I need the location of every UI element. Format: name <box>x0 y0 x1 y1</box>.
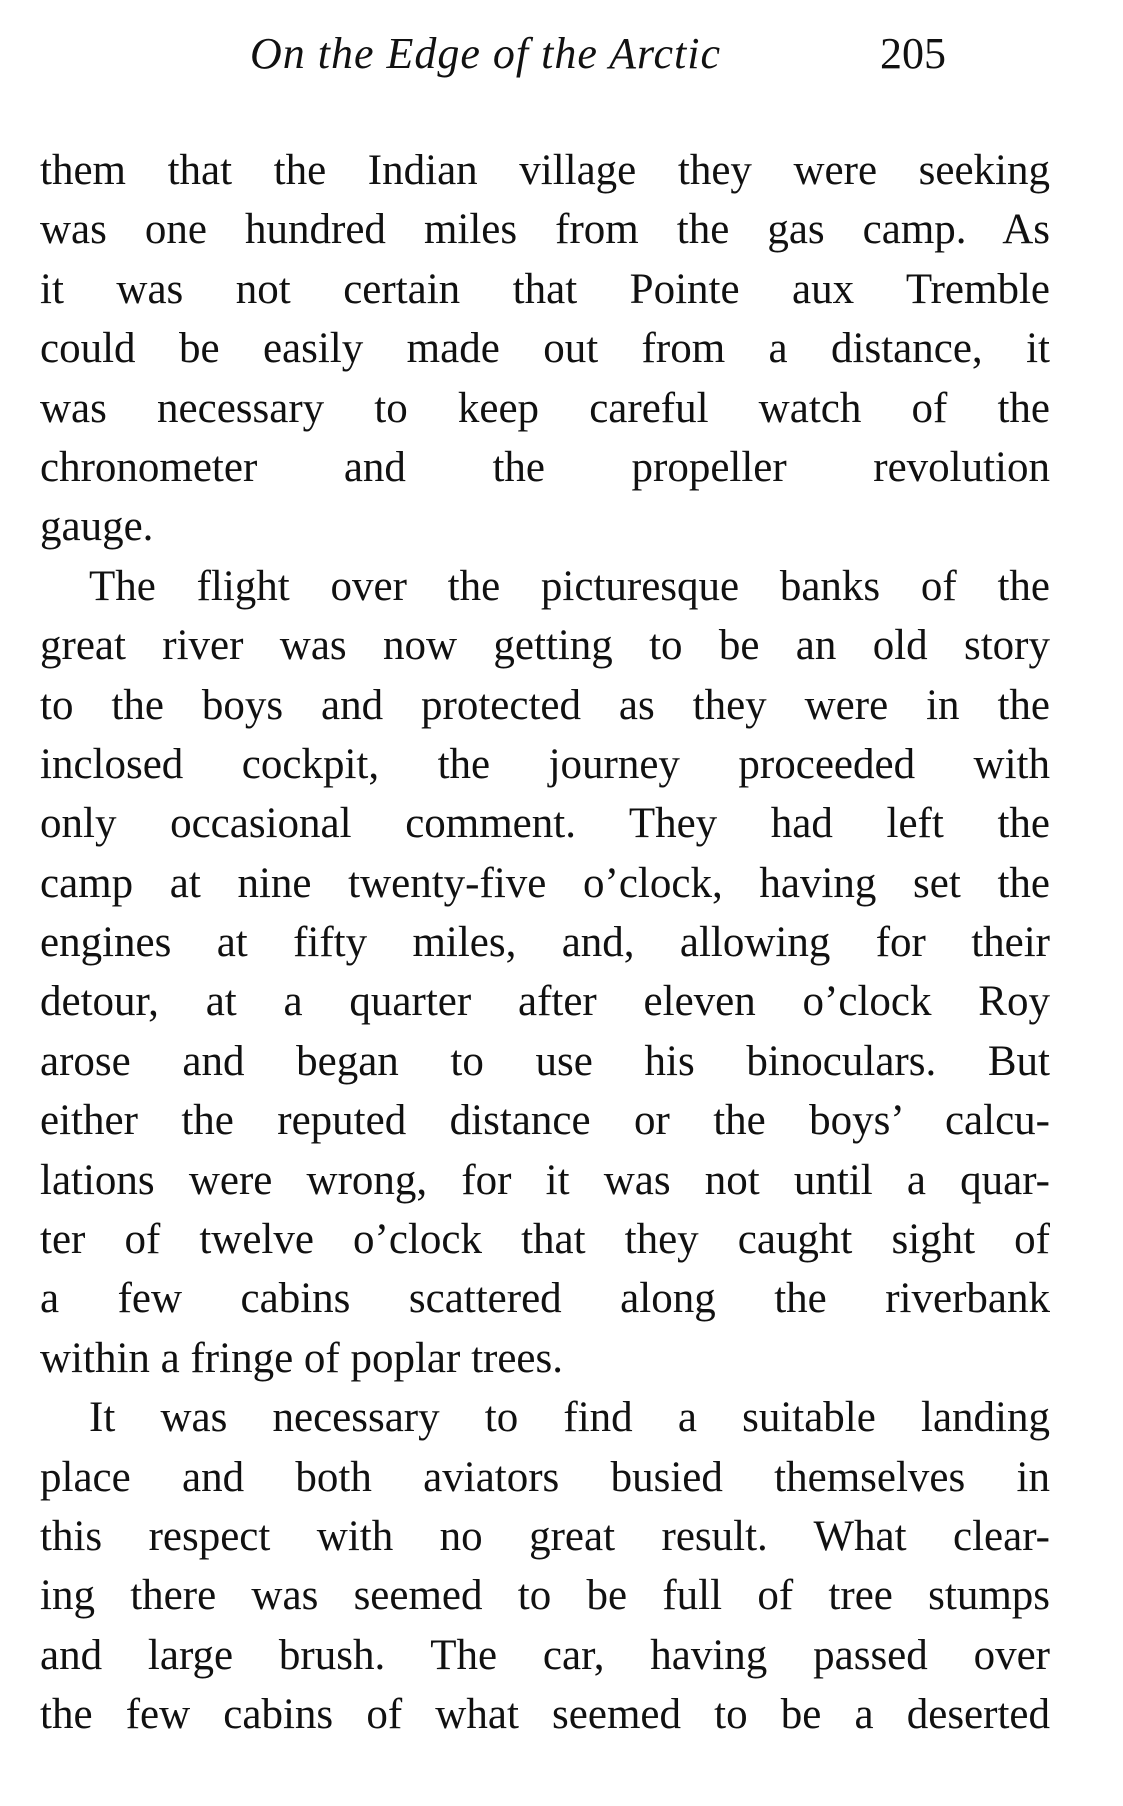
text-line: gauge. <box>40 503 154 551</box>
text-line: engines at fifty miles, and, allowing for their <box>40 919 1050 967</box>
text-line: within a fringe of poplar trees. <box>40 1334 563 1382</box>
text-line: chronometer and the propeller revolution <box>40 443 1050 491</box>
text-line: It was necessary to find a suitable landing <box>89 1394 1050 1442</box>
text-line: it was not certain that Pointe aux Tremble <box>40 265 1050 313</box>
text-line: detour, at a quarter after eleven o’clock Roy <box>40 978 1050 1026</box>
text-line: camp at nine twenty-five o’clock, having set the <box>40 859 1050 907</box>
text-line: them that the Indian village they were seeking <box>40 147 1050 194</box>
text-line: arose and began to use his binoculars. But <box>40 1037 1050 1085</box>
text-line: only occasional comment. They had left the <box>40 800 1050 848</box>
text-line: ter of twelve o’clock that they caught sight of <box>40 1216 1050 1264</box>
text-line: was one hundred miles from the gas camp. As <box>40 206 1050 254</box>
running-title: On the Edge of the Arctic <box>250 29 721 78</box>
body-text <box>40 141 1050 1745</box>
text-line: to the boys and protected as they were in the <box>40 681 1050 729</box>
text-line: the few cabins of what seemed to be a deserted <box>40 1691 1050 1739</box>
running-header <box>40 28 1050 88</box>
text-line: was necessary to keep careful watch of the <box>40 384 1050 432</box>
text-line: and large brush. The car, having passed over <box>40 1631 1050 1679</box>
text-line: could be easily made out from a distance, it <box>40 325 1050 373</box>
text-line: The flight over the picturesque banks of the <box>89 562 1050 610</box>
text-line: a few cabins scattered along the riverbank <box>40 1275 1050 1323</box>
page-number: 205 <box>880 29 946 78</box>
text-line: this respect with no great result. What clear- <box>40 1512 1050 1560</box>
text-line: ing there was seemed to be full of tree stumps <box>40 1572 1050 1620</box>
text-line: either the reputed distance or the boys’ calcu- <box>40 1097 1050 1145</box>
text-line: great river was now getting to be an old story <box>40 622 1050 670</box>
text-line: lations were wrong, for it was not until a quar- <box>40 1156 1050 1204</box>
text-line: place and both aviators busied themselves in <box>40 1453 1050 1501</box>
text-line: inclosed cockpit, the journey proceeded with <box>40 740 1050 788</box>
